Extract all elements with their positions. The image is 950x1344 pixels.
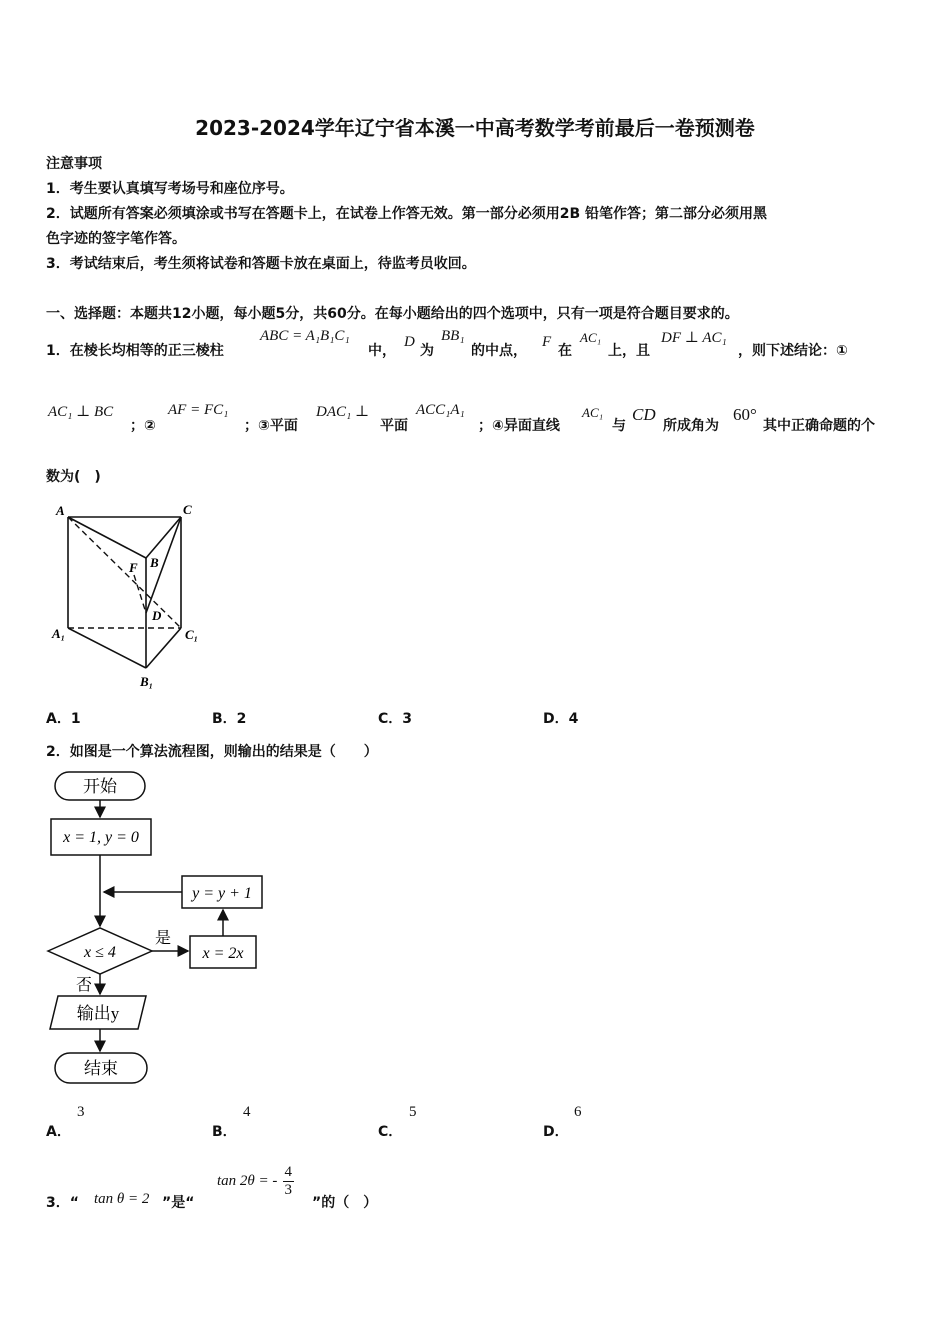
- q3-fraction: $\frac{4}{3}$: [284, 1164, 292, 1198]
- flow-update-x-label: x = 2x: [202, 945, 244, 962]
- q2-option-a-letter[interactable]: A．: [46, 1124, 71, 1140]
- prism-label-c: C: [183, 502, 192, 517]
- flow-yes-label: 是: [155, 930, 172, 947]
- q2-option-c-letter[interactable]: C．: [378, 1124, 403, 1140]
- q1-text: 平面: [380, 418, 408, 434]
- q2-option-d-letter[interactable]: D．: [543, 1124, 569, 1140]
- prism-label-b1: B₁: [140, 674, 154, 689]
- q1-text: 在: [558, 343, 572, 359]
- q2-option-b-letter[interactable]: B．: [212, 1124, 237, 1140]
- q1-math-ac1: AC₁: [580, 330, 602, 345]
- prism-label-d: D: [152, 608, 162, 623]
- q2-option-d-value: 6: [574, 1104, 582, 1120]
- notice-item: 色字迹的签字笔作答。: [46, 231, 186, 247]
- q1-text: 中，: [368, 343, 396, 359]
- q3-math-condition: tan θ = 2: [94, 1191, 150, 1207]
- q1-stmt4a: AC₁: [582, 405, 604, 420]
- q1-angle: 60°: [733, 405, 757, 424]
- notice-item: 2．试题所有答案必须填涂或书写在答题卡上，在试卷上作答无效。第一部分必须用2B 铅笔作答；第二部分必须用黑: [46, 206, 768, 222]
- q1-math-df: DF ⊥ AC₁: [661, 330, 727, 346]
- prism-label-c1: C₁: [185, 627, 199, 642]
- page-title: 2023-2024学年辽宁省本溪一中高考数学考前最后一卷预测卷: [195, 116, 755, 140]
- flow-start-label: 开始: [83, 777, 117, 796]
- section-heading: 一、选择题：本题共12小题，每小题5分，共60分。在每小题给出的四个选项中，只有一项是符合题目要求的。: [46, 306, 739, 322]
- prism-label-f: F: [129, 560, 138, 575]
- q1-text: ；②: [130, 418, 156, 434]
- flow-output-label: 输出y: [76, 1004, 120, 1023]
- q3-text: ”是“: [162, 1195, 195, 1211]
- q2-text: 2．如图是一个算法流程图，则输出的结果是（ ）: [46, 744, 378, 760]
- q1-text: ，则下述结论：①: [738, 343, 848, 359]
- q1-text: ；③平面: [244, 418, 298, 434]
- flow-no-label: 否: [76, 977, 93, 994]
- q3-text: 3．“: [46, 1195, 79, 1211]
- q1-option-d[interactable]: D．4: [543, 711, 579, 727]
- notice-item: 3．考试结束后，考生须将试卷和答题卡放在桌面上，待监考员收回。: [46, 256, 476, 272]
- flow-update-y-label: y = y + 1: [192, 885, 252, 902]
- q1-text: 所成角为: [663, 418, 719, 434]
- q3-math-conclusion: tan 2θ = - $\frac{4}{3}$: [217, 1164, 292, 1198]
- q1-stmt1: AC₁ ⊥ BC: [48, 404, 114, 420]
- q3-text: ”的（ ）: [312, 1195, 378, 1211]
- q1-stmt3b: ACC₁A₁: [416, 402, 465, 418]
- q1-line1-text: 1．在棱长均相等的正三棱柱: [46, 343, 224, 359]
- q1-stmt2: AF = FC₁: [168, 402, 229, 418]
- q2-option-a-value: 3: [77, 1104, 85, 1120]
- flowchart: [40, 765, 275, 1090]
- q1-text: 的中点，: [471, 343, 527, 359]
- q1-math-d: D: [404, 334, 415, 350]
- q1-option-a[interactable]: A．1: [46, 711, 81, 727]
- prism-label-a: A: [56, 503, 65, 518]
- flow-end-label: 结束: [84, 1059, 118, 1078]
- q1-math-f: F: [542, 334, 552, 350]
- q1-math-prism: ABC = A₁B₁C₁: [260, 328, 350, 344]
- q1-text: 数为( ): [46, 469, 101, 485]
- q1-text: 上，且: [608, 343, 650, 359]
- q1-stmt4b: CD: [632, 405, 656, 424]
- q1-text: 为: [420, 343, 434, 359]
- q1-text: 其中正确命题的个: [763, 418, 875, 434]
- q1-option-c[interactable]: C．3: [378, 711, 413, 727]
- q1-stmt3a: DAC₁ ⊥: [316, 404, 370, 420]
- prism-label-a1: A₁: [52, 626, 66, 641]
- flow-condition-label: x ≤ 4: [84, 944, 116, 961]
- q1-math-bb1: BB₁: [441, 328, 465, 344]
- q1-option-b[interactable]: B．2: [212, 711, 247, 727]
- q2-option-b-value: 4: [243, 1104, 251, 1120]
- notice-item: 1．考生要认真填写考场号和座位序号。: [46, 181, 294, 197]
- q2-option-c-value: 5: [409, 1104, 417, 1120]
- prism-label-b: B: [150, 555, 159, 570]
- flow-init-label: x = 1, y = 0: [63, 829, 139, 846]
- prism-figure: [48, 500, 218, 695]
- q1-text: 与: [612, 418, 626, 434]
- q1-text: ；④异面直线: [478, 418, 560, 434]
- notice-heading: 注意事项: [46, 156, 102, 172]
